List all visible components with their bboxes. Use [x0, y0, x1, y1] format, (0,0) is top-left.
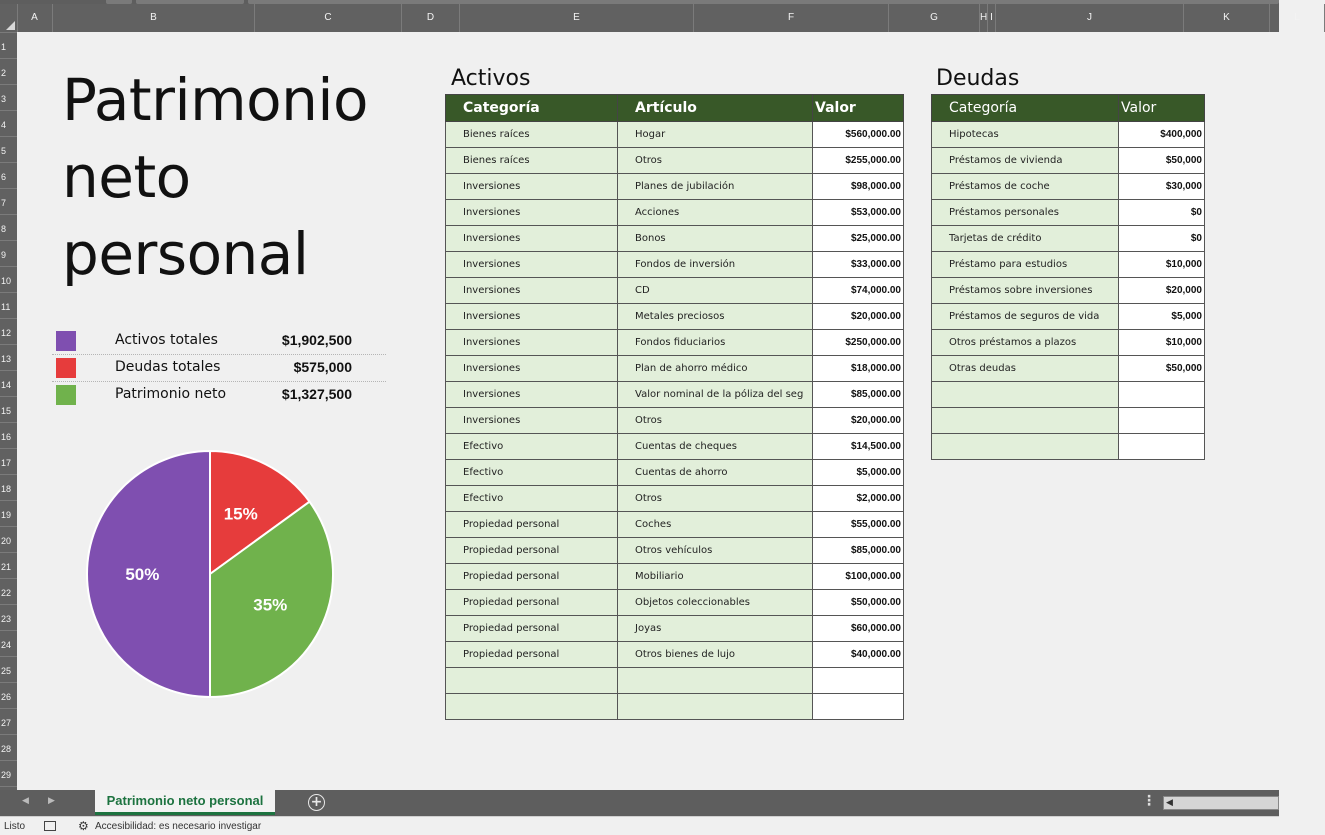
- summary-value: $1,902,500: [281, 332, 352, 348]
- table-row: [446, 564, 904, 590]
- table-row: [446, 278, 904, 304]
- row-header-28[interactable]: 28: [0, 734, 17, 760]
- cell-value[interactable]: [813, 694, 904, 720]
- page-title: Patrimonio neto personal: [62, 66, 368, 288]
- cell-item[interactable]: Otros: [618, 486, 813, 512]
- column-header-e[interactable]: E: [460, 4, 694, 32]
- row-header-12[interactable]: 12: [0, 318, 17, 344]
- cell-value[interactable]: $5,000.00: [813, 460, 904, 486]
- row-header-19[interactable]: 19: [0, 500, 17, 526]
- row-header-23[interactable]: 23: [0, 604, 17, 630]
- cell-category[interactable]: Préstamos de coche: [932, 174, 1119, 200]
- cell-category[interactable]: Inversiones: [446, 330, 618, 356]
- column-header-i[interactable]: I: [988, 4, 996, 32]
- table-row: [446, 642, 904, 668]
- row-header-10[interactable]: 10: [0, 266, 17, 292]
- cell-value[interactable]: $10,000: [1119, 330, 1205, 356]
- cell-item[interactable]: Mobiliario: [618, 564, 813, 590]
- column-header-g[interactable]: G: [889, 4, 980, 32]
- row-header-29[interactable]: 29: [0, 760, 17, 786]
- cell-category[interactable]: Inversiones: [446, 174, 618, 200]
- summary-row-debts: [52, 355, 386, 382]
- cell-category[interactable]: Propiedad personal: [446, 590, 618, 616]
- cell-category[interactable]: [446, 694, 618, 720]
- table-row: [446, 252, 904, 278]
- table-row: [446, 174, 904, 200]
- pie-data-label: 35%: [253, 595, 288, 615]
- cell-item[interactable]: Valor nominal de la póliza del seg: [618, 382, 813, 408]
- vertical-dots-icon[interactable]: ⋮: [1142, 793, 1156, 809]
- table-row: [446, 122, 904, 148]
- assets-table: [445, 94, 904, 720]
- row-headers: [0, 32, 17, 790]
- cell-category[interactable]: Préstamos de seguros de vida: [932, 304, 1119, 330]
- cell-category[interactable]: Préstamos sobre inversiones: [932, 278, 1119, 304]
- cell-category[interactable]: [446, 668, 618, 694]
- row-header-9[interactable]: 9: [0, 240, 17, 266]
- cell-value[interactable]: $5,000: [1119, 304, 1205, 330]
- assets-color-swatch: [56, 331, 76, 351]
- table-row: [446, 668, 904, 694]
- cell-value[interactable]: $53,000.00: [813, 200, 904, 226]
- table-row: [446, 434, 904, 460]
- column-header-item[interactable]: Artículo: [618, 95, 813, 122]
- cell-value[interactable]: $255,000.00: [813, 148, 904, 174]
- row-header-27[interactable]: 27: [0, 708, 17, 734]
- cell-category[interactable]: Efectivo: [446, 460, 618, 486]
- sheet-tab-bar: [0, 790, 1279, 816]
- table-row: [446, 148, 904, 174]
- cell-value[interactable]: $20,000: [1119, 278, 1205, 304]
- cell-item[interactable]: Plan de ahorro médico: [618, 356, 813, 382]
- column-header-category[interactable]: Categoría: [932, 95, 1119, 122]
- cell-value[interactable]: $0: [1119, 226, 1205, 252]
- cell-value[interactable]: $40,000.00: [813, 642, 904, 668]
- cell-category[interactable]: Otros préstamos a plazos: [932, 330, 1119, 356]
- table-row: [932, 434, 1205, 460]
- cell-value[interactable]: $30,000: [1119, 174, 1205, 200]
- column-header-f[interactable]: F: [694, 4, 889, 32]
- cell-category[interactable]: Inversiones: [446, 304, 618, 330]
- cell-category[interactable]: Propiedad personal: [446, 642, 618, 668]
- column-header-a[interactable]: A: [17, 4, 53, 32]
- cell-item[interactable]: Otros: [618, 148, 813, 174]
- column-header-l[interactable]: L: [1270, 4, 1325, 32]
- cell-category[interactable]: Inversiones: [446, 252, 618, 278]
- table-row: [446, 512, 904, 538]
- cell-category[interactable]: [932, 408, 1119, 434]
- cell-value[interactable]: $100,000.00: [813, 564, 904, 590]
- cell-value[interactable]: $2,000.00: [813, 486, 904, 512]
- table-row: [446, 460, 904, 486]
- table-row: [932, 252, 1205, 278]
- cell-value[interactable]: $85,000.00: [813, 382, 904, 408]
- cell-value[interactable]: $25,000.00: [813, 226, 904, 252]
- plus-circle-icon[interactable]: +: [308, 794, 325, 811]
- cell-value[interactable]: $10,000: [1119, 252, 1205, 278]
- cell-value[interactable]: $250,000.00: [813, 330, 904, 356]
- table-row: [932, 122, 1205, 148]
- cell-item[interactable]: Cuentas de cheques: [618, 434, 813, 460]
- table-row: [446, 200, 904, 226]
- sheet-tab-active[interactable]: Patrimonio neto personal: [95, 790, 275, 815]
- cell-value[interactable]: [813, 668, 904, 694]
- debts-color-swatch: [56, 358, 76, 378]
- column-header-j[interactable]: J: [996, 4, 1184, 32]
- cell-category[interactable]: Inversiones: [446, 382, 618, 408]
- cell-category[interactable]: Inversiones: [446, 278, 618, 304]
- cell-value[interactable]: $18,000.00: [813, 356, 904, 382]
- cell-category[interactable]: Propiedad personal: [446, 538, 618, 564]
- cell-category[interactable]: Inversiones: [446, 226, 618, 252]
- accessibility-status[interactable]: Accesibilidad: es necesario investigar: [95, 821, 262, 832]
- cell-value[interactable]: $85,000.00: [813, 538, 904, 564]
- net-worth-pie-chart[interactable]: [84, 448, 336, 700]
- cell-category[interactable]: Bienes raíces: [446, 122, 618, 148]
- table-row: [932, 200, 1205, 226]
- cell-item[interactable]: Fondos fiduciarios: [618, 330, 813, 356]
- scroll-left-arrow-icon[interactable]: ◀: [1166, 798, 1173, 808]
- table-row: [446, 408, 904, 434]
- table-row: [932, 356, 1205, 382]
- macro-record-icon[interactable]: [44, 821, 56, 831]
- table-row: [446, 356, 904, 382]
- cell-item[interactable]: Otros vehículos: [618, 538, 813, 564]
- networth-color-swatch: [56, 385, 76, 405]
- debts-table: [931, 94, 1205, 460]
- summary-label: Deudas totales: [115, 359, 221, 375]
- summary-label: Patrimonio neto: [115, 386, 227, 402]
- summary-value: $575,000: [293, 359, 352, 375]
- debts-title: Deudas: [936, 66, 1020, 91]
- column-header-value[interactable]: Valor: [1119, 95, 1205, 122]
- pie-data-label: 50%: [125, 565, 160, 584]
- cell-item[interactable]: Hogar: [618, 122, 813, 148]
- summary-value: $1,327,500: [281, 386, 352, 402]
- table-row: [932, 304, 1205, 330]
- cell-value[interactable]: $98,000.00: [813, 174, 904, 200]
- row-header-5[interactable]: 5: [0, 136, 17, 162]
- column-header-c[interactable]: C: [255, 4, 402, 32]
- column-header-k[interactable]: K: [1184, 4, 1270, 32]
- prev-sheet-arrow-icon[interactable]: ◀: [22, 796, 29, 806]
- cell-value[interactable]: $33,000.00: [813, 252, 904, 278]
- cell-value[interactable]: $560,000.00: [813, 122, 904, 148]
- table-row: [932, 148, 1205, 174]
- summary-label: Activos totales: [115, 332, 218, 348]
- cell-item[interactable]: Planes de jubilación: [618, 174, 813, 200]
- row-header-17[interactable]: 17: [0, 448, 17, 474]
- row-header-25[interactable]: 25: [0, 656, 17, 682]
- column-header-value[interactable]: Valor: [813, 95, 904, 122]
- table-row: [932, 382, 1205, 408]
- cell-value[interactable]: $50,000.00: [813, 590, 904, 616]
- cell-value[interactable]: $60,000.00: [813, 616, 904, 642]
- cell-item[interactable]: Metales preciosos: [618, 304, 813, 330]
- horizontal-scrollbar[interactable]: [1163, 796, 1279, 810]
- cell-category[interactable]: [932, 382, 1119, 408]
- table-row: [446, 538, 904, 564]
- next-sheet-arrow-icon[interactable]: ▶: [48, 796, 55, 806]
- cell-value[interactable]: [1119, 408, 1205, 434]
- row-header-1[interactable]: 1: [0, 32, 17, 58]
- table-row: [446, 382, 904, 408]
- cell-item[interactable]: Fondos de inversión: [618, 252, 813, 278]
- cell-value[interactable]: $14,500.00: [813, 434, 904, 460]
- table-row: [446, 304, 904, 330]
- row-header-7[interactable]: 7: [0, 188, 17, 214]
- cell-value[interactable]: $50,000: [1119, 356, 1205, 382]
- cell-category[interactable]: Inversiones: [446, 356, 618, 382]
- column-header-d[interactable]: D: [402, 4, 460, 32]
- row-header-8[interactable]: 8: [0, 214, 17, 240]
- table-row: [932, 174, 1205, 200]
- status-ready: Listo: [4, 821, 26, 832]
- row-header-20[interactable]: 20: [0, 526, 17, 552]
- cell-value[interactable]: $50,000: [1119, 148, 1205, 174]
- cell-category[interactable]: Inversiones: [446, 200, 618, 226]
- cell-category[interactable]: Bienes raíces: [446, 148, 618, 174]
- table-row: [446, 330, 904, 356]
- cell-item[interactable]: Otros: [618, 408, 813, 434]
- cell-value[interactable]: $20,000.00: [813, 408, 904, 434]
- cell-item[interactable]: Joyas: [618, 616, 813, 642]
- pie-data-label: 15%: [223, 504, 258, 524]
- cell-category[interactable]: Propiedad personal: [446, 564, 618, 590]
- table-row: [446, 694, 904, 720]
- cell-category[interactable]: Efectivo: [446, 434, 618, 460]
- status-bar: [0, 816, 1279, 835]
- table-row: [446, 226, 904, 252]
- cell-item[interactable]: [618, 668, 813, 694]
- row-header-4[interactable]: 4: [0, 110, 17, 136]
- row-header-18[interactable]: 18: [0, 474, 17, 500]
- table-row: [446, 616, 904, 642]
- cell-item[interactable]: [618, 694, 813, 720]
- cell-item[interactable]: Bonos: [618, 226, 813, 252]
- cell-value[interactable]: $20,000.00: [813, 304, 904, 330]
- row-header-21[interactable]: 21: [0, 552, 17, 578]
- table-row: [932, 278, 1205, 304]
- row-header-16[interactable]: 16: [0, 422, 17, 448]
- row-header-14[interactable]: 14: [0, 370, 17, 396]
- row-header-24[interactable]: 24: [0, 630, 17, 656]
- cell-item[interactable]: Otros bienes de lujo: [618, 642, 813, 668]
- cell-category[interactable]: [932, 434, 1119, 460]
- row-header-11[interactable]: 11: [0, 292, 17, 318]
- cell-category[interactable]: Inversiones: [446, 408, 618, 434]
- cell-item[interactable]: Coches: [618, 512, 813, 538]
- assets-title: Activos: [451, 66, 531, 91]
- cell-value[interactable]: $0: [1119, 200, 1205, 226]
- cell-category[interactable]: Efectivo: [446, 486, 618, 512]
- column-headers: [0, 4, 1300, 32]
- cell-value[interactable]: $74,000.00: [813, 278, 904, 304]
- cell-category[interactable]: Otras deudas: [932, 356, 1119, 382]
- cell-item[interactable]: Objetos coleccionables: [618, 590, 813, 616]
- cell-item[interactable]: Acciones: [618, 200, 813, 226]
- cell-category[interactable]: Hipotecas: [932, 122, 1119, 148]
- cell-value[interactable]: [1119, 382, 1205, 408]
- column-header-b[interactable]: B: [53, 4, 255, 32]
- table-row: [446, 590, 904, 616]
- cell-category[interactable]: Propiedad personal: [446, 512, 618, 538]
- cell-category[interactable]: Préstamo para estudios: [932, 252, 1119, 278]
- cell-category[interactable]: Propiedad personal: [446, 616, 618, 642]
- column-header-category[interactable]: Categoría: [446, 95, 618, 122]
- table-row: [932, 408, 1205, 434]
- summary-row-networth: [52, 382, 386, 408]
- column-header-h[interactable]: H: [980, 4, 988, 32]
- cell-value[interactable]: $55,000.00: [813, 512, 904, 538]
- table-row: [932, 226, 1205, 252]
- summary-row-assets: [52, 328, 386, 355]
- summary-legend: [52, 328, 386, 408]
- row-header-13[interactable]: 13: [0, 344, 17, 370]
- cell-item[interactable]: Cuentas de ahorro: [618, 460, 813, 486]
- accessibility-icon[interactable]: ⚙: [78, 819, 89, 833]
- row-header-22[interactable]: 22: [0, 578, 17, 604]
- table-row: [446, 486, 904, 512]
- row-header-3[interactable]: 3: [0, 84, 17, 110]
- cell-category[interactable]: Préstamos personales: [932, 200, 1119, 226]
- row-header-2[interactable]: 2: [0, 58, 17, 84]
- select-all-button[interactable]: [0, 4, 18, 32]
- row-header-26[interactable]: 26: [0, 682, 17, 708]
- cell-value[interactable]: $400,000: [1119, 122, 1205, 148]
- cell-value[interactable]: [1119, 434, 1205, 460]
- cell-category[interactable]: Préstamos de vivienda: [932, 148, 1119, 174]
- row-header-15[interactable]: 15: [0, 396, 17, 422]
- table-row: [932, 330, 1205, 356]
- row-header-6[interactable]: 6: [0, 162, 17, 188]
- cell-category[interactable]: Tarjetas de crédito: [932, 226, 1119, 252]
- cell-item[interactable]: CD: [618, 278, 813, 304]
